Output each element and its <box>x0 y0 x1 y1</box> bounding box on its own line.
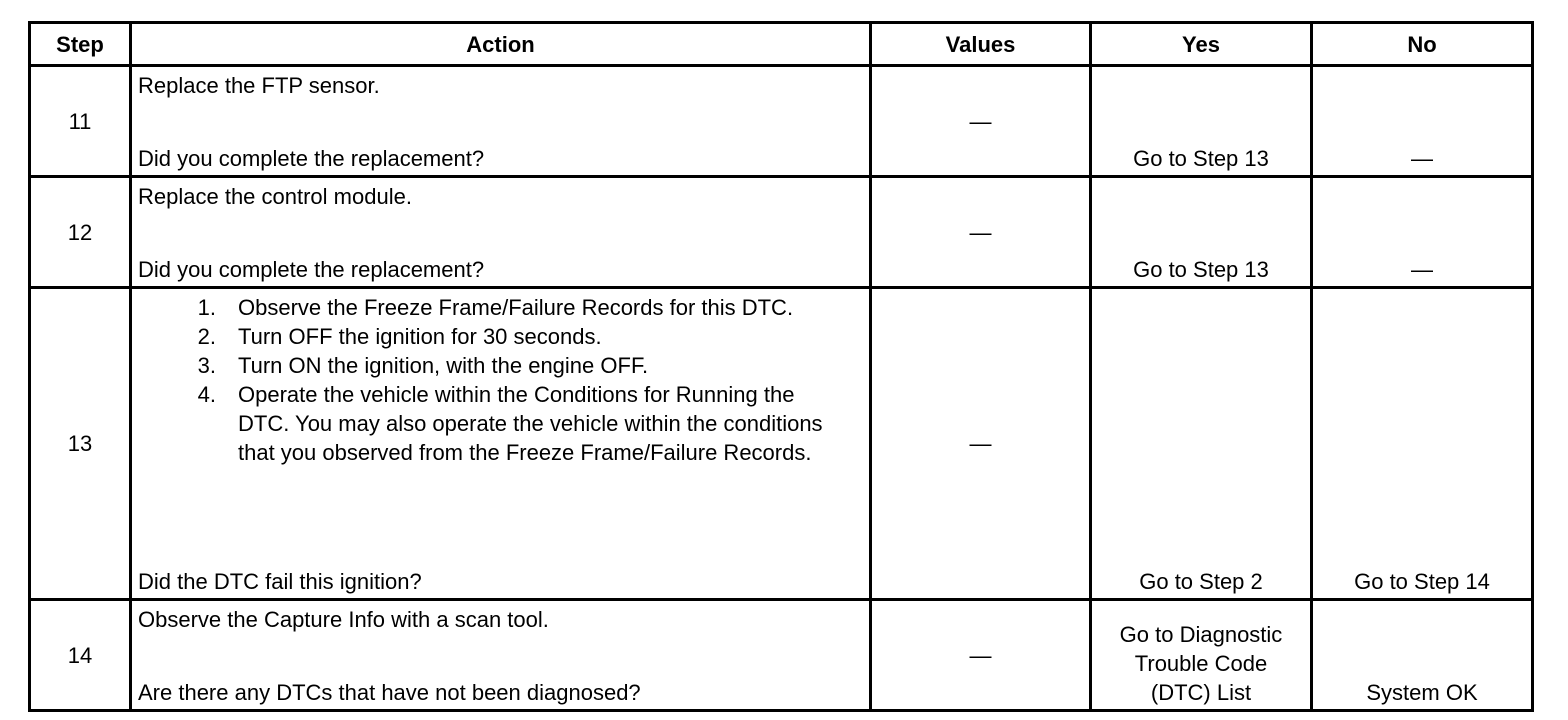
values-cell: — <box>871 600 1091 711</box>
no-cell: System OK <box>1312 600 1533 711</box>
header-step: Step <box>30 23 131 66</box>
no-cell: Go to Step 14 <box>1312 288 1533 600</box>
action-text: Replace the control module. <box>138 184 412 209</box>
action-text: Observe the Capture Info with a scan tool. <box>138 607 549 632</box>
values-cell: — <box>871 177 1091 288</box>
list-item: 3. Turn ON the ignition, with the engine OFF. <box>197 353 649 378</box>
action-cell <box>131 177 871 288</box>
no-cell: — <box>1312 177 1533 288</box>
header-yes: Yes <box>1091 23 1312 66</box>
action-question: Are there any DTCs that have not been diagnosed? <box>138 680 641 705</box>
action-question: Did you complete the replacement? <box>138 257 485 282</box>
action-cell <box>131 288 871 600</box>
values-cell: — <box>871 288 1091 600</box>
table-row <box>30 66 1533 177</box>
yes-cell: Go to Diagnostic Trouble Code (DTC) List <box>1091 600 1312 711</box>
action-question: Did you complete the replacement? <box>138 146 485 171</box>
action-text: Replace the FTP sensor. <box>138 73 380 98</box>
list-item: 1. Observe the Freeze Frame/Failure Records for this DTC. <box>197 295 794 320</box>
step-number: 12 <box>30 177 131 288</box>
table-row <box>30 600 1533 711</box>
header-no: No <box>1312 23 1533 66</box>
table-row <box>30 288 1533 600</box>
action-cell <box>131 600 871 711</box>
step-number: 11 <box>30 66 131 177</box>
action-question: Did the DTC fail this ignition? <box>138 569 422 594</box>
yes-cell: Go to Step 13 <box>1091 177 1312 288</box>
step-number: 13 <box>30 288 131 600</box>
list-item: 4. Operate the vehicle within the Conditions for Running the DTC. You may also operate the vehicle within the conditions that you observed from the Freeze Frame/Failure Records. <box>197 382 823 465</box>
list-item: 2. Turn OFF the ignition for 30 seconds. <box>197 324 602 349</box>
yes-cell: Go to Step 2 <box>1091 288 1312 600</box>
header-row <box>30 23 1533 66</box>
diagnostic-table <box>28 21 1534 712</box>
yes-cell: Go to Step 13 <box>1091 66 1312 177</box>
no-cell: — <box>1312 66 1533 177</box>
header-values: Values <box>871 23 1091 66</box>
action-cell <box>131 66 871 177</box>
step-number: 14 <box>30 600 131 711</box>
header-action: Action <box>131 23 871 66</box>
action-steps-list <box>138 293 863 467</box>
values-cell: — <box>871 66 1091 177</box>
table-row <box>30 177 1533 288</box>
